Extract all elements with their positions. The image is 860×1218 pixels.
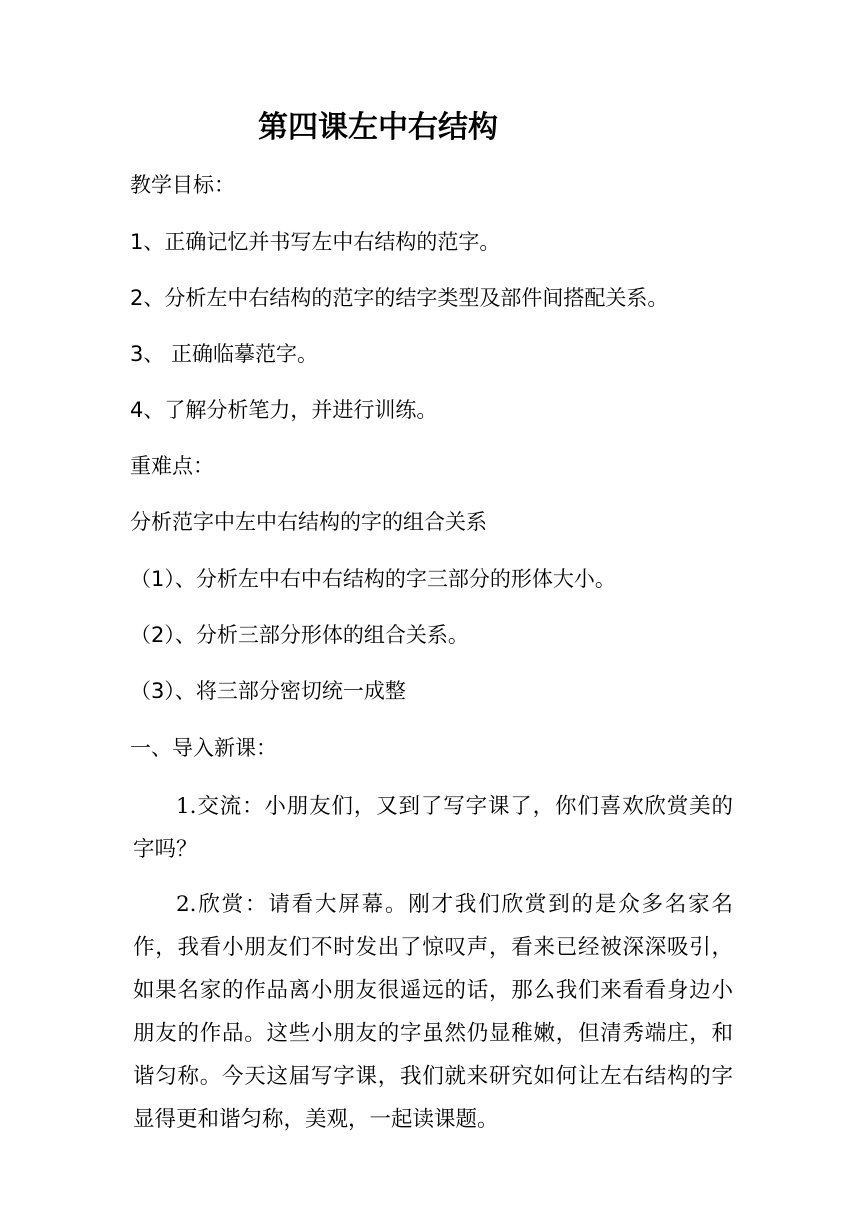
key-point-item: （3）、将三部分密切统一成整: [130, 679, 406, 703]
body-paragraph: 1.交流：小朋友们，又到了写字课了，你们喜欢欣赏美的字吗？: [133, 794, 733, 862]
section-heading: 一、导入新课：: [130, 736, 277, 760]
key-points-intro: 分析范字中左中右结构的字的组合关系: [130, 510, 487, 534]
objective-item: 1、正确记忆并书写左中右结构的范字。: [130, 230, 501, 254]
objectives-heading: 教学目标：: [130, 173, 235, 197]
key-points-heading: 重难点：: [130, 454, 214, 478]
key-point-item: （2）、分析三部分形体的组合关系。: [130, 623, 469, 647]
objective-item: 2、分析左中右结构的范字的结字类型及部件间搭配关系。: [130, 286, 669, 310]
key-point-item: （1）、分析左中右中右结构的字三部分的形体大小。: [130, 567, 616, 591]
objective-item: 3、 正确临摹范字。: [130, 342, 319, 366]
objective-item: 4、了解分析笔力，并进行训练。: [130, 398, 438, 422]
lesson-title: 第四课左中右结构: [258, 110, 498, 145]
body-paragraph: 2.欣赏：请看大屏幕。刚才我们欣赏到的是众多名家名作，我看小朋友们不时发出了惊叹声，看来已经被深深吸引，如果名家的作品离小朋友很遥远的话，那么我们来看看身边小朋友的作品。这些小朋友的字虽然仍显稚嫩，但清秀端庄，和谐匀称。今天这届写字课，我们就来研究如何让左右结构的字显得更和谐匀称，美观，一起读课题。: [133, 892, 733, 1132]
